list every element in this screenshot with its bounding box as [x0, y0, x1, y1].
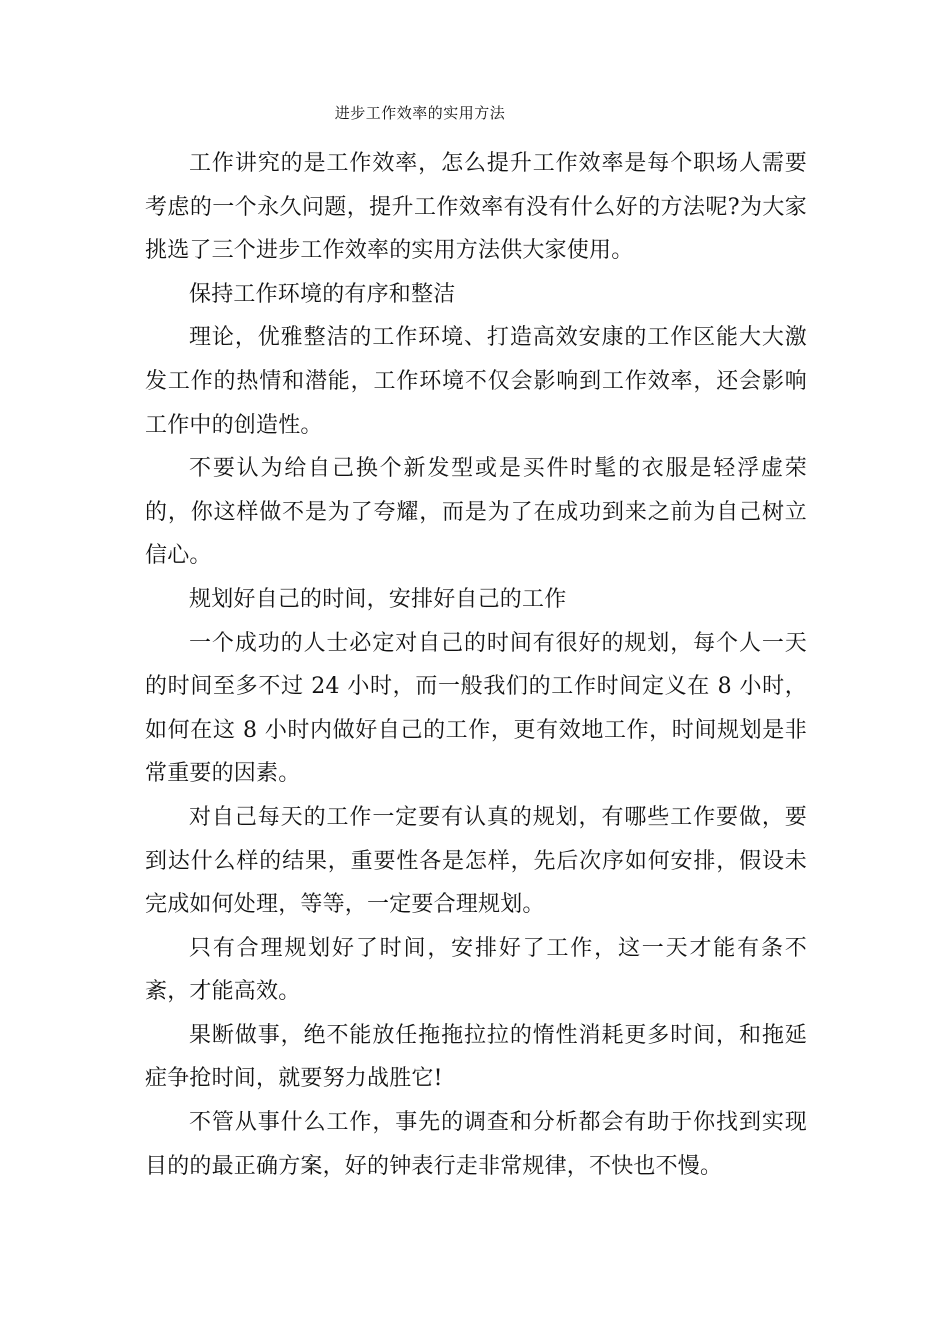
paragraph: 不要认为给自己换个新发型或是买件时髦的衣服是轻浮虚荣的，你这样做不是为了夸耀，而是为了在成功到来之前为自己树立信心。 [145, 456, 807, 569]
paragraph: 果断做事，绝不能放任拖拖拉拉的惰性消耗更多时间，和拖延症争抢时间，就要努力战胜它! [145, 1022, 807, 1092]
paragraph: 只有合理规划好了时间，安排好了工作，这一天才能有条不紊，才能高效。 [145, 935, 807, 1005]
section-heading: 保持工作环境的有序和整洁 [189, 281, 456, 307]
paragraph: 对自己每天的工作一定要有认真的规划，有哪些工作要做，要到达什么样的结果，重要性各是怎样，先后次序如何安排，假设未完成如何处理，等等，一定要合理规划。 [145, 804, 807, 918]
paragraph: 不管从事什么工作，事先的调查和分析都会有助于你找到实现目的的最正确方案，好的钟表行走非常规律，不快也不慢。 [145, 1110, 807, 1179]
document-body [145, 142, 807, 1188]
paragraph: 一个成功的人士必定对自己的时间有很好的规划，每个人一天的时间至多不过 24 小时，而一般我们的工作时间定义在 8 小时，如何在这 8 小时内做好自己的工作，更有效地工作，时间规划是非常重要的因素。 [145, 630, 807, 787]
paragraph: 理论，优雅整洁的工作环境、打造高效安康的工作区能大大激发工作的热情和潜能，工作环境不仅会影响到工作效率，还会影响工作中的创造性。 [145, 325, 807, 438]
section-heading: 规划好自己的时间，安排好自己的工作 [189, 586, 567, 612]
document-title: 进步工作效率的实用方法 [334, 104, 506, 122]
paragraph: 工作讲究的是工作效率，怎么提升工作效率是每个职场人需要考虑的一个永久问题，提升工作效率有没有什么好的方法呢?为大家挑选了三个进步工作效率的实用方法供大家使用。 [145, 151, 807, 264]
